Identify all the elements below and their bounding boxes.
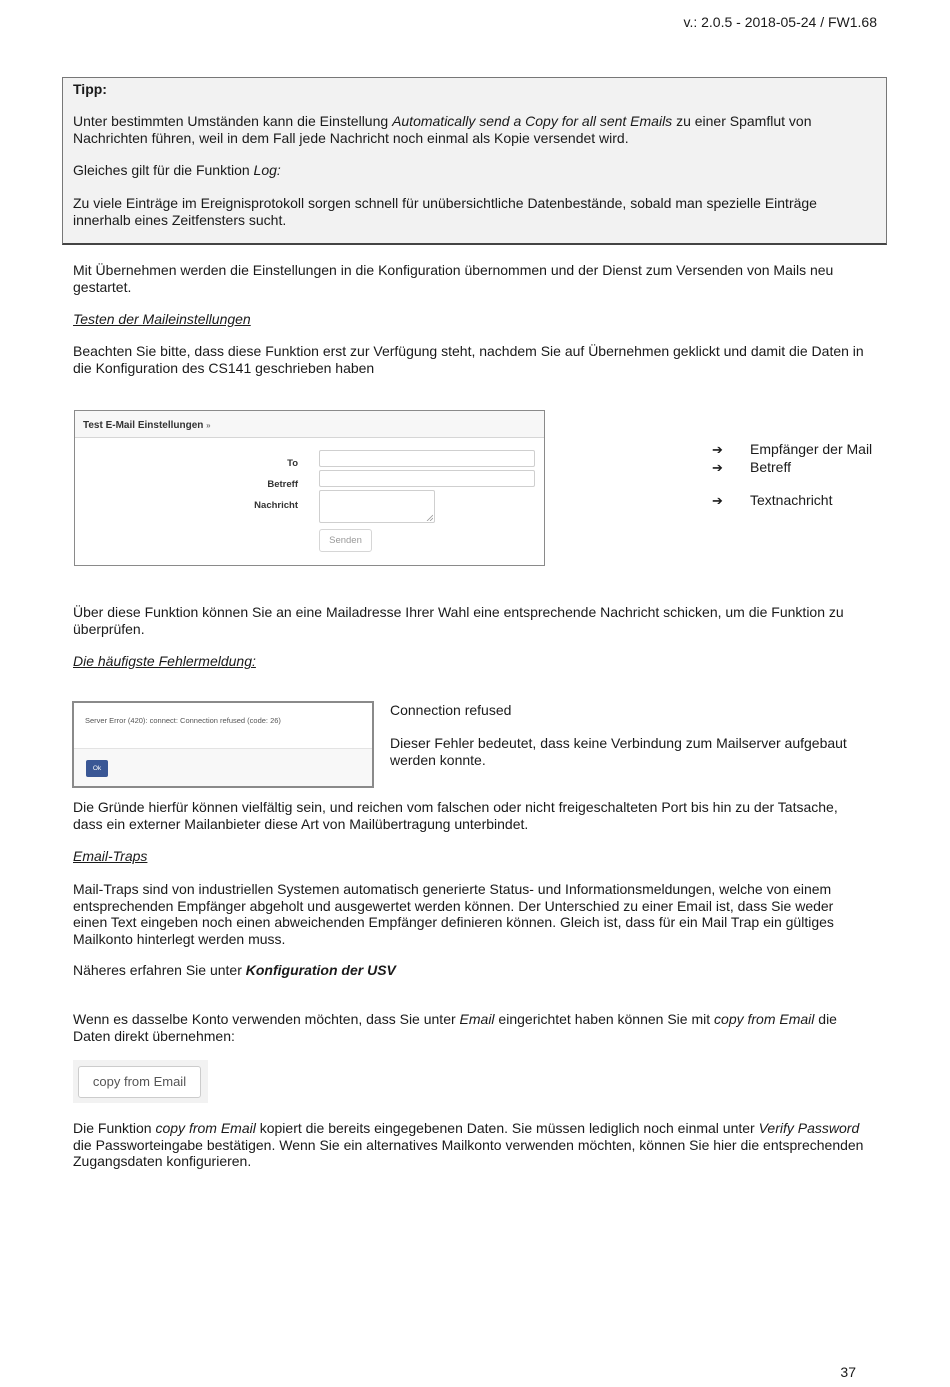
legend-item-label: Empfänger der Mail <box>750 441 873 457</box>
ok-button[interactable]: Ok <box>86 760 108 777</box>
page-number: 37 <box>840 1364 856 1380</box>
apply-paragraph <box>73 262 883 295</box>
legend-item-label: Betreff <box>750 458 791 475</box>
reasons-paragraph <box>73 799 883 832</box>
error-dialog-footer <box>74 749 372 786</box>
subject-input[interactable] <box>319 470 535 487</box>
same-b: Email <box>459 1011 495 1027</box>
more-info-a: Näheres erfahren Sie unter <box>73 962 246 978</box>
tip-p2-a: Gleiches gilt für die Funktion <box>73 162 254 178</box>
legend-item-subject <box>712 459 872 477</box>
tip-p1-c: zu einer Spamflut von <box>672 113 812 129</box>
error-dialog <box>72 701 374 788</box>
traps-line4: Mailkonto hinterlegt werden muss. <box>73 930 286 947</box>
same-e: die <box>814 1011 837 1027</box>
test-email-panel <box>74 410 545 566</box>
resize-grip-icon[interactable] <box>426 514 433 521</box>
more-info-paragraph <box>73 962 883 979</box>
traps-line1: Mail-Traps sind von industriellen Systemen automatisch generierte Status- und Informationsmeldungen, welche von einem <box>73 881 832 897</box>
test-email-panel-title: Test E-Mail Einstellungen <box>83 420 204 431</box>
function-paragraph <box>73 604 883 637</box>
test-line2: die Konfiguration des CS141 geschrieben haben <box>73 359 375 376</box>
test-paragraph <box>73 343 883 376</box>
reasons-line1: Die Gründe hierfür können vielfältig sein, und reichen vom falschen oder nicht freigeschalteten Port bis hin zu der Tatsache, <box>73 799 838 815</box>
tip-title: Tipp: <box>73 81 107 97</box>
more-info-link: Konfiguration der USV <box>245 962 396 978</box>
test-email-panel-header[interactable] <box>75 411 544 438</box>
heading-common-error: Die häufigste Fehlermeldung: <box>73 653 256 669</box>
message-textarea[interactable] <box>319 490 435 523</box>
tip-p1-setting: Automatically send a Copy for all sent Emails <box>392 113 673 129</box>
same-c: eingerichtet haben können Sie mit <box>494 1011 715 1027</box>
tip-box <box>62 77 887 245</box>
legend-item-message <box>712 492 872 510</box>
reasons-line2: dass ein externer Mailanbieter diese Art von Mailübertragung unterbindet. <box>73 815 529 832</box>
legend-item-label: Textnachricht <box>750 492 833 508</box>
tip-p1-line2: Nachrichten führen, weil in dem Fall jede Nachricht noch einmal als Kopie versendet wird. <box>73 129 629 146</box>
same-line2: Daten direkt übernehmen: <box>73 1027 235 1044</box>
subject-label: Betreff <box>267 479 298 490</box>
right-arrow-icon: ➔ <box>712 442 723 457</box>
double-chevron-up-icon: » <box>206 421 211 430</box>
traps-paragraph <box>73 881 883 947</box>
send-button[interactable]: Senden <box>319 529 372 552</box>
traps-line3: einen Text eingeben noch einen abweichenden Empfänger definieren können. Gleich ist, dass für ein Mail Trap ein gültiges <box>73 914 834 930</box>
right-arrow-icon: ➔ <box>712 493 723 508</box>
tip-p2-log: Log: <box>253 162 281 178</box>
apply-line1: Mit Übernehmen werden die Einstellungen in die Konfiguration übernommen und der Dienst zum Versenden von Mails neu <box>73 262 834 278</box>
tip-paragraph-3 <box>73 195 873 228</box>
heading-test-settings: Testen der Maileinstellungen <box>73 311 251 327</box>
tip-p3-line2: innerhalb eines Zeitfensters sucht. <box>73 211 287 228</box>
copy-b: copy from Email <box>155 1120 256 1136</box>
heading-email-traps: Email-Traps <box>73 848 148 864</box>
legend-item-recipient <box>712 441 872 459</box>
version-header: v.: 2.0.5 - 2018-05-24 / FW1.68 <box>683 14 877 30</box>
tip-p3-line1: Zu viele Einträge im Ereignisprotokoll sorgen schnell für unübersichtliche Datenbestände, sobald man spezielle Einträge <box>73 195 817 211</box>
error-title: Connection refused <box>390 702 512 718</box>
function-line1: Über diese Funktion können Sie an eine Mailadresse Ihrer Wahl eine entsprechende Nachricht schicken, um die Funktion zu <box>73 604 844 620</box>
tip-p1-a: Unter bestimmten Umständen kann die Einstellung <box>73 113 393 129</box>
tip-paragraph-2 <box>73 162 873 179</box>
copy-paragraph <box>73 1120 883 1170</box>
copy-from-email-button[interactable]: copy from Email <box>78 1066 201 1098</box>
copy-a: Die Funktion <box>73 1120 156 1136</box>
to-input[interactable] <box>319 450 535 467</box>
same-d: copy from Email <box>714 1011 815 1027</box>
same-a: Wenn es dasselbe Konto verwenden möchten, dass Sie unter <box>73 1011 460 1027</box>
copy-d: Verify Password <box>758 1120 860 1136</box>
message-label: Nachricht <box>254 500 298 511</box>
copy-c: kopiert die bereits eingegebenen Daten. Sie müssen lediglich noch einmal unter <box>255 1120 759 1136</box>
traps-line2: entsprechenden Empfänger abgeholt und ausgewertet werden können. Der Unterschied zu einer Email ist, dass Sie weder <box>73 897 834 914</box>
tip-paragraph-1 <box>73 113 873 146</box>
function-line2: überprüfen. <box>73 620 145 637</box>
copy-button-screenshot <box>73 1060 208 1103</box>
copy-line3: Zugangsdaten konfigurieren. <box>73 1153 252 1169</box>
copy-line2: die Passworteingabe bestätigen. Wenn Sie ein alternatives Mailkonto verwenden möchten, können Sie hier die entsprechenden <box>73 1136 864 1153</box>
error-desc-line2: werden konnte. <box>390 751 486 768</box>
to-label: To <box>287 458 298 469</box>
error-desc-line1: Dieser Fehler bedeutet, dass keine Verbindung zum Mailserver aufgebaut <box>390 735 847 751</box>
same-account-paragraph <box>73 1011 883 1044</box>
test-line1: Beachten Sie bitte, dass diese Funktion erst zur Verfügung steht, nachdem Sie auf Übernehmen geklickt und damit die Daten in <box>73 343 864 359</box>
error-description <box>390 735 880 768</box>
apply-line2: gestartet. <box>73 278 132 295</box>
right-arrow-icon: ➔ <box>712 459 723 475</box>
legend-list <box>712 441 872 510</box>
error-dialog-message: Server Error (420): connect: Connection refused (code: 26) <box>74 703 372 749</box>
